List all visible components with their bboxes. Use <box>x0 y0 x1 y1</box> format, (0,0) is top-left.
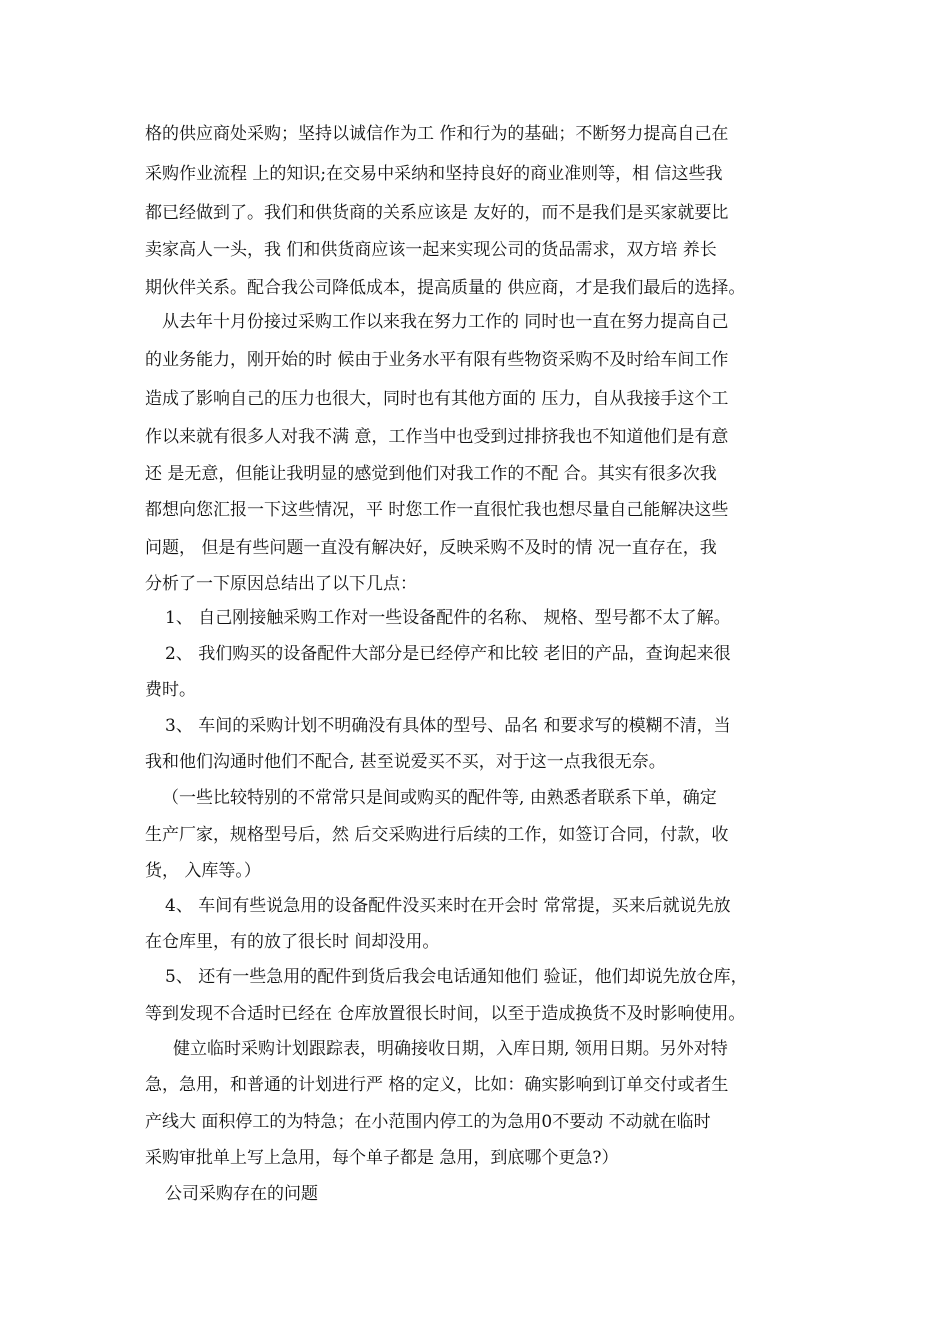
list-item: 2、 我们购买的设备配件大部分是已经停产和比较 老旧的产品，查询起来很 <box>165 644 731 664</box>
text-line: 作以来就有很多人对我不满 意，工作当中也受到过排挤我也不知道他们是有意 <box>145 427 729 447</box>
text-line: 货， 入库等。） <box>145 861 261 881</box>
list-item: 4、 车间有些说急用的设备配件没买来时在开会时 常常提，买来后就说先放 <box>165 896 731 916</box>
text-line: 产线大 面积停工的为特急；在小范围内停工的为急用0不要动 不动就在临时 <box>145 1112 711 1132</box>
text-line: 都想向您汇报一下这些情况，平 时您工作一直很忙我也想尽量自己能解决这些 <box>145 500 729 520</box>
text-line: 费时。 <box>145 680 196 700</box>
text-line: （一些比较特别的不常常只是间或购买的配件等, 由熟悉者联系下单，确定 <box>162 788 717 808</box>
text-line: 问题， 但是有些问题一直没有解决好，反映采购不及时的情 况一直存在，我 <box>145 538 717 558</box>
text-line: 卖家高人一头，我 们和供货商应该一起来实现公司的货品需求，双方培 养长 <box>145 240 717 260</box>
text-line: 我和他们沟通时他们不配合, 甚至说爱买不买，对于这一点我很无奈。 <box>145 752 666 772</box>
list-item: 3、 车间的采购计划不明确没有具体的型号、品名 和要求写的模糊不清，当 <box>165 716 731 736</box>
text-line: 格的供应商处采购；坚持以诚信作为工 作和行为的基础；不断努力提高自己在 <box>145 124 729 144</box>
list-item: 1、 自己刚接触采购工作对一些设备配件的名称、 规格、型号都不太了解。 <box>165 608 731 628</box>
list-item: 5、 还有一些急用的配件到货后我会电话通知他们 验证，他们却说先放仓库， <box>165 967 748 987</box>
text-line: 分析了一下原因总结出了以下几点： <box>145 574 417 594</box>
text-line: 造成了影响自己的压力也很大，同时也有其他方面的 压力，自从我接手这个工 <box>145 389 729 409</box>
text-line: 健立临时采购计划跟踪表，明确接收日期，入库日期, 领用日期。另外对特 <box>173 1039 728 1059</box>
text-line: 急，急用，和普通的计划进行严 格的定义，比如：确实影响到订单交付或者生 <box>145 1075 729 1095</box>
text-line: 采购审批单上写上急用，每个单子都是 急用，到底哪个更急?） <box>145 1148 619 1168</box>
text-line: 在仓库里，有的放了很长时 间却没用。 <box>145 932 440 952</box>
section-heading: 公司采购存在的问题 <box>165 1184 318 1204</box>
text-line: 采购作业流程 上的知识;在交易中采纳和坚持良好的商业准则等，相 信这些我 <box>145 164 723 184</box>
text-line: 生产厂家，规格型号后，然 后交采购进行后续的工作，如签订合同，付款，收 <box>145 825 729 845</box>
text-line: 的业务能力，刚开始的时 候由于业务水平有限有些物资采购不及时给车间工作 <box>145 350 729 370</box>
text-line: 期伙伴关系。配合我公司降低成本，提高质量的 供应商，才是我们最后的选择。 <box>145 278 746 298</box>
text-line: 还 是无意，但能让我明显的感觉到他们对我工作的不配 合。其实有很多次我 <box>145 464 717 484</box>
text-line: 从去年十月份接过采购工作以来我在努力工作的 同时也一直在努力提高自己 <box>162 312 729 332</box>
text-line: 都已经做到了。我们和供货商的关系应该是 友好的，而不是我们是买家就要比 <box>145 203 729 223</box>
text-line: 等到发现不合适时已经在 仓库放置很长时间，以至于造成换货不及时影响使用。 <box>145 1004 746 1024</box>
